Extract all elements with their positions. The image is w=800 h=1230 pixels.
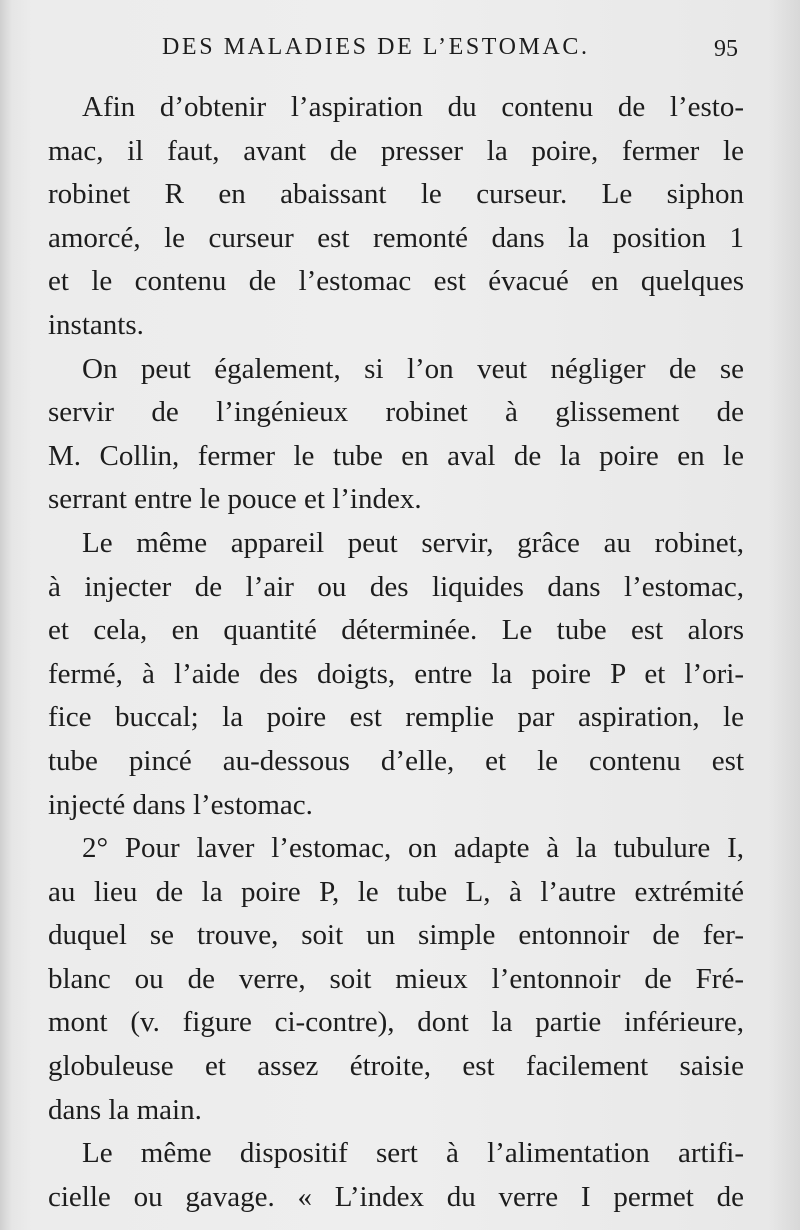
text-line: serrant entre le pouce et l’index. <box>48 483 422 516</box>
text-line: 2° Pour laver l’estomac, on adapte à la tubulure I, <box>82 832 744 865</box>
text-line: injecté dans l’estomac. <box>48 788 313 821</box>
text-line: cielle ou gavage. « L’index du verre I permet de <box>48 1180 744 1213</box>
text-line: dans la main. <box>48 1093 202 1126</box>
page-shadow <box>0 0 12 1230</box>
text-line: servir de l’ingénieux robinet à glissement de <box>48 396 744 429</box>
page-header <box>0 34 800 74</box>
text-line: fice buccal; la poire est remplie par aspiration, le <box>48 701 744 734</box>
text-line: et le contenu de l’estomac est évacué en quelques <box>48 265 744 298</box>
text-line: mac, il faut, avant de presser la poire, fermer le <box>48 134 744 167</box>
text-line: instants. <box>48 308 144 341</box>
text-line: Afin d’obtenir l’aspiration du contenu de l’esto- <box>82 91 744 123</box>
text-line: On peut également, si l’on veut négliger de se <box>82 352 744 385</box>
text-line: amorcé, le curseur est remonté dans la position 1 <box>48 221 744 254</box>
text-line: Le même appareil peut servir, grâce au robinet, <box>82 526 744 559</box>
text-line: fermé, à l’aide des doigts, entre la poire P et l’ori- <box>48 657 744 690</box>
text-line: à injecter de l’air ou des liquides dans l’estomac, <box>48 570 744 603</box>
text-line: blanc ou de verre, soit mieux l’entonnoir de Fré- <box>48 962 744 995</box>
text-line: mont (v. figure ci-contre), dont la partie inférieure, <box>48 1006 744 1039</box>
text-line: globuleuse et assez étroite, est facilement saisie <box>48 1050 744 1083</box>
text-line: Le même dispositif sert à l’alimentation artifi- <box>82 1137 744 1170</box>
page-number: 95 <box>714 36 738 62</box>
text-line: tube pincé au-dessous d’elle, et le contenu est <box>48 744 744 777</box>
text-line: au lieu de la poire P, le tube L, à l’autre extrémité <box>48 875 744 908</box>
text-line: et cela, en quantité déterminée. Le tube est alors <box>48 614 744 647</box>
text-line: duquel se trouve, soit un simple entonnoir de fer- <box>48 919 744 952</box>
text-line: M. Collin, fermer le tube en aval de la poire en le <box>48 439 744 472</box>
text-line: robinet R en abaissant le curseur. Le siphon <box>48 178 744 211</box>
body-text <box>48 86 744 1219</box>
running-title: DES MALADIES DE L’ESTOMAC. <box>162 34 590 60</box>
